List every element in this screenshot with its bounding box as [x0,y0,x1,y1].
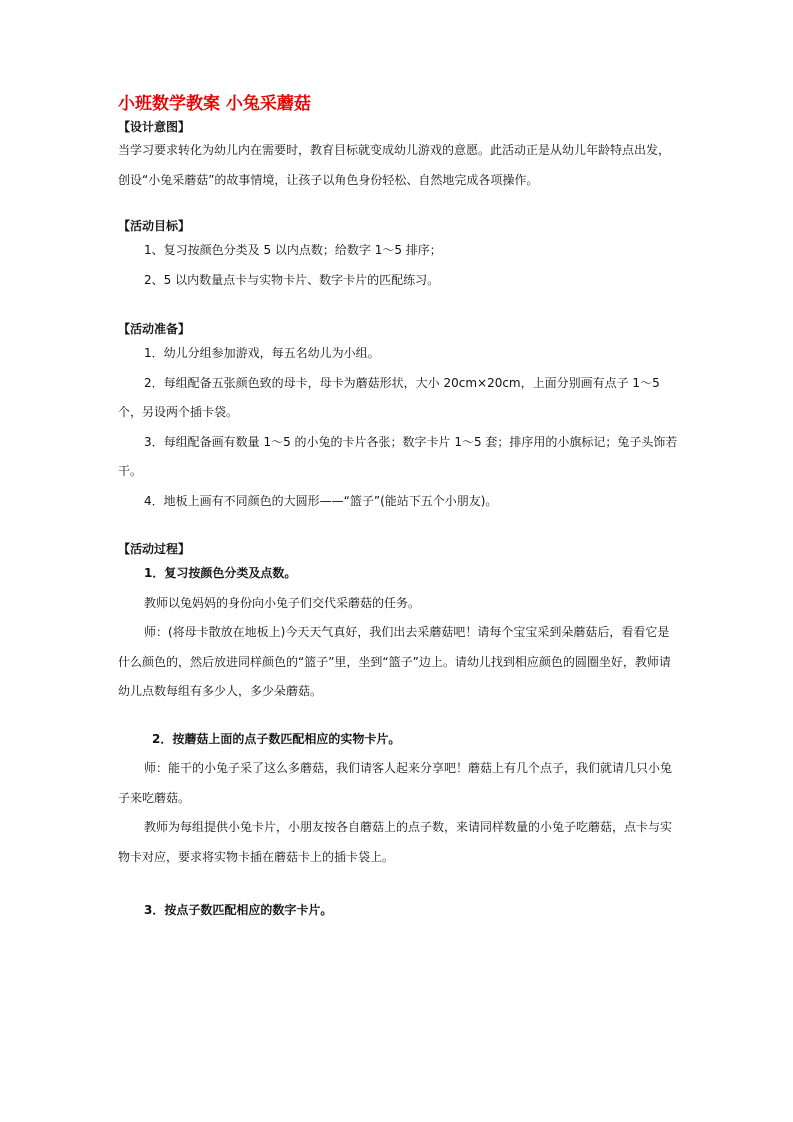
document-content [118,92,678,926]
spacer [118,195,678,217]
spacer [118,707,678,725]
spacer [118,516,678,540]
activity-prep-heading: 【活动准备】 [118,322,191,336]
process-step-2-paragraph-1: 师：能干的小兔子采了这么多蘑菇，我们请客人起来分享吧！蘑菇上有几个点子，我们就请几只小兔子来吃蘑菇。 [118,761,673,805]
design-intent-paragraph: 当学习要求转化为幼儿内在需要时，教育目标就变成幼儿游戏的意愿。此活动正是从幼儿年龄特点出发，创设“小兔采蘑菇”的故事情境，让孩子以角色身份轻松、自然地完成各项操作。 [118,143,671,187]
process-step-1-paragraph-2: 师：(将母卡散放在地板上)今天天气真好，我们出去采蘑菇吧！请每个宝宝采到朵蘑菇后，看看它是什么颜色的，然后放进同样颜色的“篮子”里，坐到“篮子”边上。请幼儿找到相应颜色的圆圈坐好，教师请幼儿点数每组有多少人，多少朵蘑菇。 [118,625,671,698]
document-title: 小班数学教案 小兔采蘑菇 [118,94,311,114]
activity-process-heading: 【活动过程】 [118,542,191,556]
prep-item-1: 1．幼儿分组参加游戏，每五名幼儿为小组。 [144,346,380,360]
prep-item-3: 3．每组配备画有数量 1～5 的小兔的卡片各张；数字卡片 1～5 套；排序用的小旗标记；兔子头饰若干。 [118,434,678,478]
spacer [118,295,678,320]
design-intent-heading: 【设计意图】 [118,120,191,134]
prep-item-2: 2．每组配备五张颜色致的母卡，母卡为蘑菇形状，大小 20cm×20cm，上面分别画有点子 1～5 个，另设两个插卡袋。 [118,375,660,419]
process-step-2-title: 2．按蘑菇上面的点子数匹配相应的实物卡片。 [152,731,401,746]
process-step-3-title: 3．按点子数匹配相应的数字卡片。 [144,903,333,917]
process-step-1-title: 1．复习按颜色分类及点数。 [144,566,297,580]
process-step-1-paragraph-1: 教师以兔妈妈的身份向小兔子们交代采蘑菇的任务。 [144,595,421,610]
spacer [118,872,678,896]
prep-item-4: 4．地板上画有不同颜色的大圆形——“篮子”(能站下五个小朋友)。 [144,493,498,508]
activity-goals-heading: 【活动目标】 [118,219,191,233]
goal-item-1: 1、复习按颜色分类及 5 以内点数；给数字 1～5 排序； [144,243,442,257]
process-step-2-paragraph-2: 教师为每组提供小兔卡片，小朋友按各自蘑菇上的点子数，来请同样数量的小兔子吃蘑菇，点卡与实物卡对应，要求将实物卡插在蘑菇卡上的插卡袋上。 [118,820,673,864]
goal-item-2: 2、5 以内数量点卡与实物卡片、数字卡片的匹配练习。 [144,272,440,287]
